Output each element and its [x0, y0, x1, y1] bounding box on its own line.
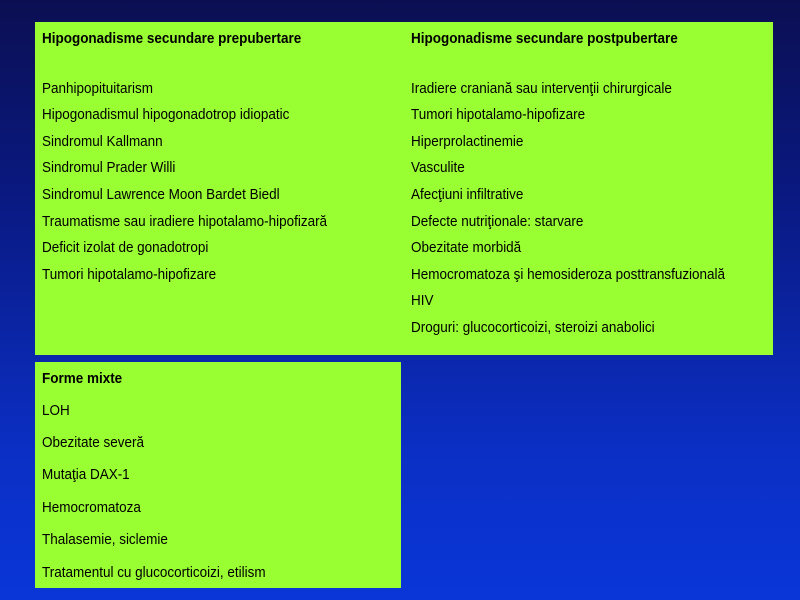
- prepubertal-item: Sindromul Prader Willi: [42, 160, 176, 176]
- prepubertal-item: Traumatisme sau iradiere hipotalamo-hipofizară: [42, 214, 328, 230]
- mixed-forms-header: Forme mixte: [42, 371, 123, 387]
- postpubertal-item: Defecte nutriţionale: starvare: [411, 214, 584, 230]
- postpubertal-item: Obezitate morbidă: [411, 240, 522, 256]
- postpubertal-item: Vasculite: [411, 160, 465, 176]
- mixed-forms-item: Thalasemie, siclemie: [42, 532, 168, 548]
- prepubertal-item: Sindromul Lawrence Moon Bardet Biedl: [42, 187, 280, 203]
- postpubertal-item: Afecţiuni infiltrative: [411, 187, 524, 203]
- mixed-forms-item: Mutaţia DAX-1: [42, 467, 130, 483]
- mixed-forms-item: Hemocromatoza: [42, 500, 141, 516]
- postpubertal-item: Tumori hipotalamo-hipofizare: [411, 107, 586, 123]
- postpubertal-item: Hiperprolactinemie: [411, 134, 524, 150]
- prepubertal-item: Tumori hipotalamo-hipofizare: [42, 267, 217, 283]
- prepubertal-item: Panhipopituitarism: [42, 81, 153, 97]
- mixed-forms-item: Tratamentul cu glucocorticoizi, etilism: [42, 565, 266, 581]
- secondary-hypogonadism-table: [35, 22, 773, 355]
- mixed-forms-item: Obezitate severă: [42, 435, 144, 451]
- prepubertal-item: Deficit izolat de gonadotropi: [42, 240, 209, 256]
- prepubertal-item: Hipogonadismul hipogonadotrop idiopatic: [42, 107, 290, 123]
- postpubertal-item: Hemocromatoza şi hemosideroza posttransfuzională: [411, 267, 726, 283]
- postpubertal-item: Droguri: glucocorticoizi, steroizi anabolici: [411, 320, 655, 336]
- postpubertal-item: Iradiere craniană sau intervenţii chirurgicale: [411, 81, 672, 97]
- postpubertal-header: Hipogonadisme secundare postpubertare: [411, 31, 678, 47]
- prepubertal-item: Sindromul Kallmann: [42, 134, 163, 150]
- prepubertal-header: Hipogonadisme secundare prepubertare: [42, 31, 302, 47]
- mixed-forms-table: [35, 362, 401, 588]
- mixed-forms-item: LOH: [42, 403, 70, 419]
- postpubertal-item: HIV: [411, 293, 434, 309]
